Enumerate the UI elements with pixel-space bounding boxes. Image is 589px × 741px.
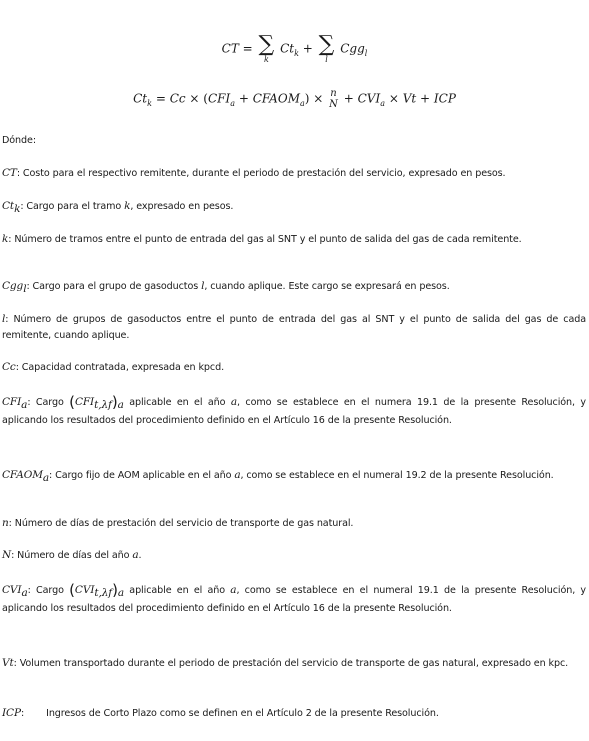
formula-total-cost: CT = ∑ k $Ct_k$ + ∑ l Cgg$_l$ (221, 32, 368, 64)
definition-l: l: Número de grupos de gasoductos entre el punto de entrada del gas al SNT y el punto de salida del gas de cada remitente, cuando aplique. (2, 313, 586, 341)
summation-sign: ∑ k (258, 32, 275, 64)
definition-icp: ICP: Ingresos de Corto Plazo como se definen en el Artículo 2 de la presente Resolución. (2, 707, 439, 719)
definition-N: N: Número de días del año a. (2, 549, 142, 561)
definition-k: k: Número de tramos entre el punto de entrada del gas al SNT y el punto de salida del gas de cada remitente. (2, 233, 522, 245)
summation-sign: ∑ l (318, 32, 335, 64)
definition-cvia: $CVI_a$: Cargo $(CVI_{t,\lambda f})_a$ aplicable en el año a, como se establece en el numeral 19.1 de la presente Resolución, y aplicando los resultados del procedimiento definido en el Artículo 16 de la presente Resolución. (2, 581, 586, 614)
definition-cfaoma: $CFAOM_a$: Cargo fijo de AOM aplicable en el año a, como se establece en el numeral 19.2 de la presente Resolución. (2, 469, 554, 484)
fraction-n-over-N: n N (329, 88, 338, 110)
definition-ctk: $Ct_k$: Cargo para el tramo k, expresado en pesos. (2, 200, 234, 215)
definition-cc: Cc: Capacidad contratada, expresada en kpcd. (2, 361, 225, 373)
definition-vt: Vt: Volumen transportado durante el periodo de prestación del servicio de transporte de gas natural, expresado en kpc. (2, 657, 569, 669)
formula-symbol: Ct (280, 41, 295, 56)
formula-symbol: CT (221, 41, 239, 56)
where-label: Dónde: (2, 135, 36, 146)
definition-cggl: Cgg$_l$: Cargo para el grupo de gasoductos l, cuando aplique. Este cargo se expresará en pesos. (2, 280, 450, 295)
definition-ct: CT: Costo para el respectivo remitente, durante el periodo de prestación del servicio, expresado en pesos. (2, 167, 506, 179)
formula-segment-cost: $Ct_k = Cc \times (CFI_a$ + $CFAOM_a$) × n N + $CVI_a \times Vt$ + ICP (133, 88, 456, 110)
definition-n: n: Número de días de prestación del servicio de transporte de gas natural. (2, 517, 354, 529)
formula-symbol: Cgg (340, 41, 365, 56)
definition-cfia: $CFI_a$: Cargo $(CFI_{t,\lambda f})_a$ aplicable en el año a, como se establece en el numera 19.1 de la presente Resolución, y aplicando los resultados del procedimiento definido en el Artículo 16 de la presente Resolución. (2, 393, 586, 426)
